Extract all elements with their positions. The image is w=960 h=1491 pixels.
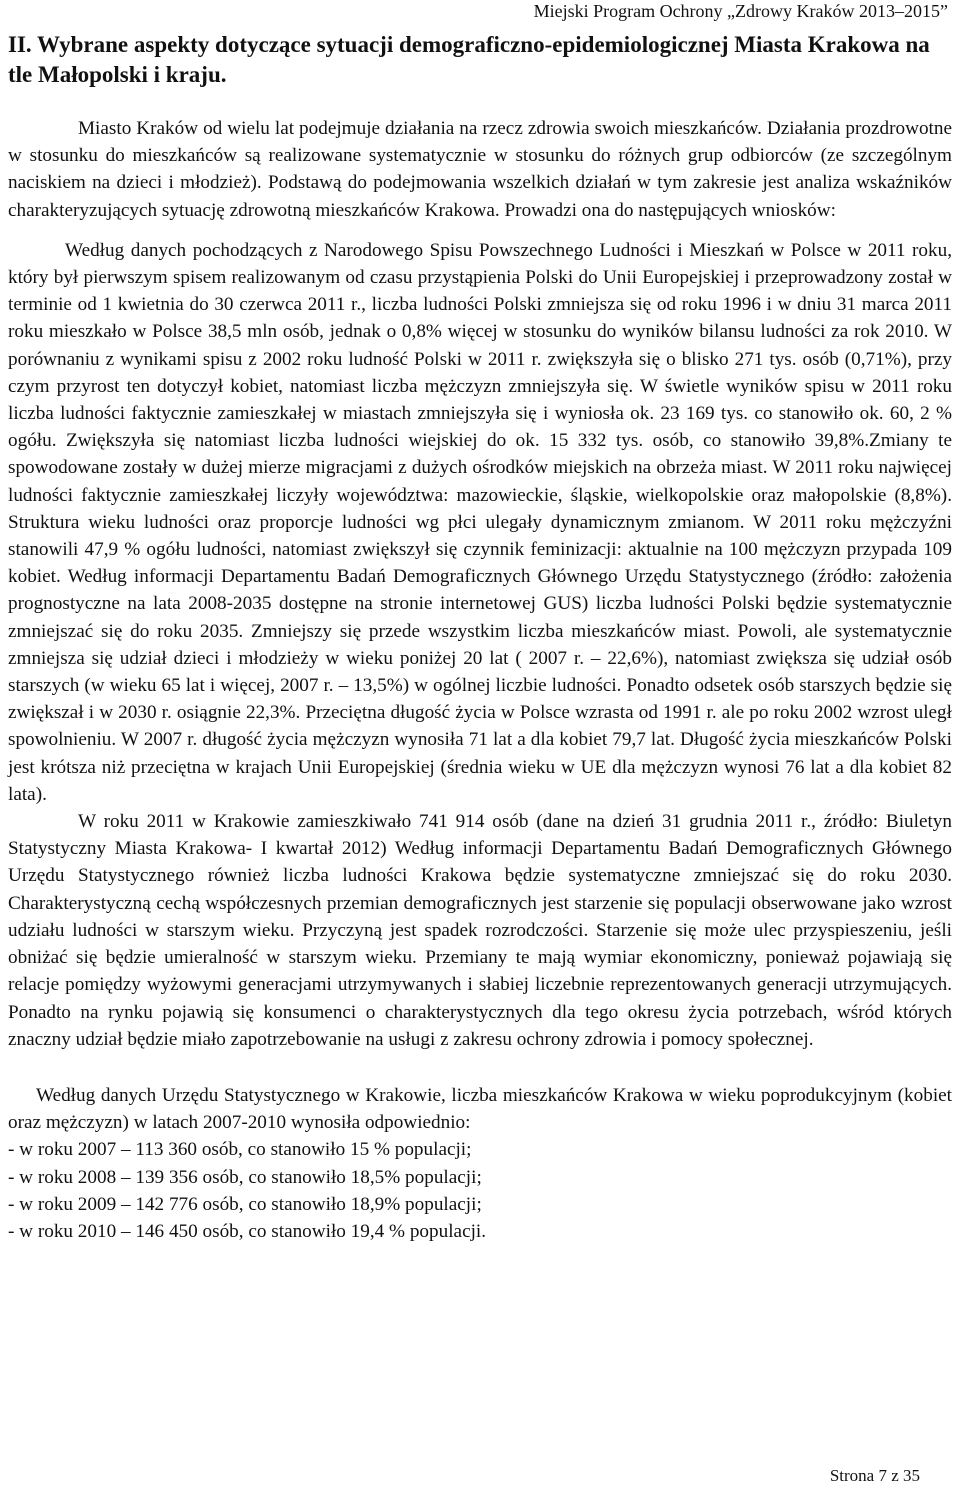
section-title: II. Wybrane aspekty dotyczące sytuacji demograficzno-epidemiologicznej Miasta Krakowa na tle Małopolski i kraju.: [8, 32, 930, 87]
page-number: Strona 7 z 35: [829, 1466, 920, 1485]
paragraph-intro: Miasto Kraków od wielu lat podejmuje działania na rzecz zdrowia swoich mieszkańców. Działania prozdrowotne w stosunku do mieszkańców są realizowane systematycznie w stosunku do różnych grup odbiorców (ze szczególnym naciskiem na dzieci i młodzież). Podstawą do podejmowania wszelkich działań w tym zakresie jest analiza wskaźników charakteryzujących sytuację zdrowotną mieszkańców Krakowa. Prowadzi ona do następujących wniosków:: [8, 118, 952, 221]
list-item: - w roku 2007 – 113 360 osób, co stanowiło 15 % populacji;: [8, 1139, 472, 1161]
list-item: - w roku 2008 – 139 356 osób, co stanowiło 18,5% populacji;: [8, 1166, 482, 1188]
list-item: - w roku 2009 – 142 776 osób, co stanowiło 18,9% populacji;: [8, 1193, 482, 1215]
running-header: Miejski Program Ochrony „Zdrowy Kraków 2013–2015”: [533, 1, 948, 21]
population-list: [8, 1136, 952, 1245]
paragraph-census: Według danych pochodzących z Narodowego Spisu Powszechnego Ludności i Mieszkań w Polsce w 2011 roku, który był pierwszym spisem realizowanym od czasu przystąpienia Polski do Unii Europejskiej i przeprowadzony został w terminie od 1 kwietnia do 30 czerwca 2011 r., liczba ludności Polski zmniejsza się od roku 1996 i w dniu 31 marca 2011 roku mieszkało w Polsce 38,5 mln osób, jednak o 0,8% więcej w stosunku do wyników bilansu ludności za rok 2010. W porównaniu z wynikami spisu z 2002 roku ludność Polski w 2011 r. zwiększyła się o blisko 271 tys. osób (0,71%), przy czym przyrost ten dotyczył kobiet, natomiast liczba mężczyzn zmniejszyła się. W świetle wyników spisu w 2011 roku liczba ludności faktycznie zamieszkałej w miastach zmniejszyła się i wyniosła ok. 23 169 tys. co stanowiło ok. 60, 2 % ogółu. Zwiększyła się natomiast liczba ludności wiejskiej do ok. 15 332 tys. osób, co stanowiło 39,8%.Zmiany te spowodowane zostały w dużej mierze migracjami z dużych ośrodków miejskich na obrzeża miast. W 2011 roku najwięcej ludności faktycznie zamieszkałej liczyły województwa: mazowieckie, śląskie, wielkopolskie oraz małopolskie (8,8%). Struktura wieku ludności oraz proporcje ludności wg płci ulegały dynamicznym zmianom. W 2011 roku mężczyźni stanowili 47,9 % ogółu ludności, natomiast zwiększył się czynnik feminizacji: aktualnie na 100 mężczyzn przypada 109 kobiet. Według informacji Departamentu Badań Demograficznych Głównego Urzędu Statystycznego (źródło: założenia prognostyczne na lata 2008-2035 dostępne na stronie internetowej GUS) liczba ludności Polski będzie systematycznie zmniejszać się do roku 2035. Zmniejszy się przede wszystkim liczba mieszkańców miast. Powoli, ale systematycznie zmniejsza się udział dzieci i młodzieży w wieku poniżej 20 lat ( 2007 r. – 22,6%), natomiast zwiększa się udział osób starszych (w wieku 65 lat i więcej, 2007 r. – 13,5%) w ogólnej liczbie ludności. Ponadto odsetek osób starszych będzie się zwiększał i w 2030 r. osiągnie 22,3%. Przeciętna długość życia w Polsce wzrasta od 1991 r. ale po roku 2002 wzrost uległ spowolnieniu. W 2007 r. długość życia mężczyzn wynosiła 71 lat a dla kobiet 79,7 lat. Długość życia mieszkańców Polski jest krótsza niż przeciętna w krajach Unii Europejskiej (średnia wieku w UE dla mężczyzn wynosi 76 lat a dla kobiet 82 lata).: [8, 239, 952, 805]
list-item: - w roku 2010 – 146 450 osób, co stanowiło 19,4 % populacji.: [8, 1220, 487, 1242]
paragraph-krakow: W roku 2011 w Krakowie zamieszkiwało 741 914 osób (dane na dzień 31 grudnia 2011 r., źródło: Biuletyn Statystyczny Miasta Krakowa- I kwartał 2012) Według informacji Departamentu Badań Demograficznych Głównego Urzędu Statystycznego również liczba ludności Krakowa będzie systematyczne zmniejszać się do roku 2030. Charakterystyczną cechą współczesnych przemian demograficznych jest starzenie się populacji obserwowane jako wzrost udziału ludności w starszym wieku. Przyczyną jest spadek rozrodczości. Starzenie się może ulec przyspieszeniu, jeśli obniżać się będzie umieralność w starszym wieku. Przemiany te mają wymiar ekonomiczny, ponieważ pojawiają się relacje pomiędzy wyżowymi generacjami utrzymywanych i słabiej liczebnie reprezentowanych generacji utrzymujących. Ponadto na rynku pojawią się konsumenci o charakterystycznych dla tego okresu życia potrzebach, wśród których znaczny udział będzie miało zapotrzebowanie na usługi z zakresu ochrony zdrowia i pomocy społecznej.: [8, 811, 952, 1050]
document-body: [8, 115, 952, 1245]
paragraph-working-age: Według danych Urzędu Statystycznego w Krakowie, liczba mieszkańców Krakowa w wieku poprodukcyjnym (kobiet oraz mężczyzn) w latach 2007-2010 wynosiła odpowiednio:: [8, 1084, 952, 1134]
